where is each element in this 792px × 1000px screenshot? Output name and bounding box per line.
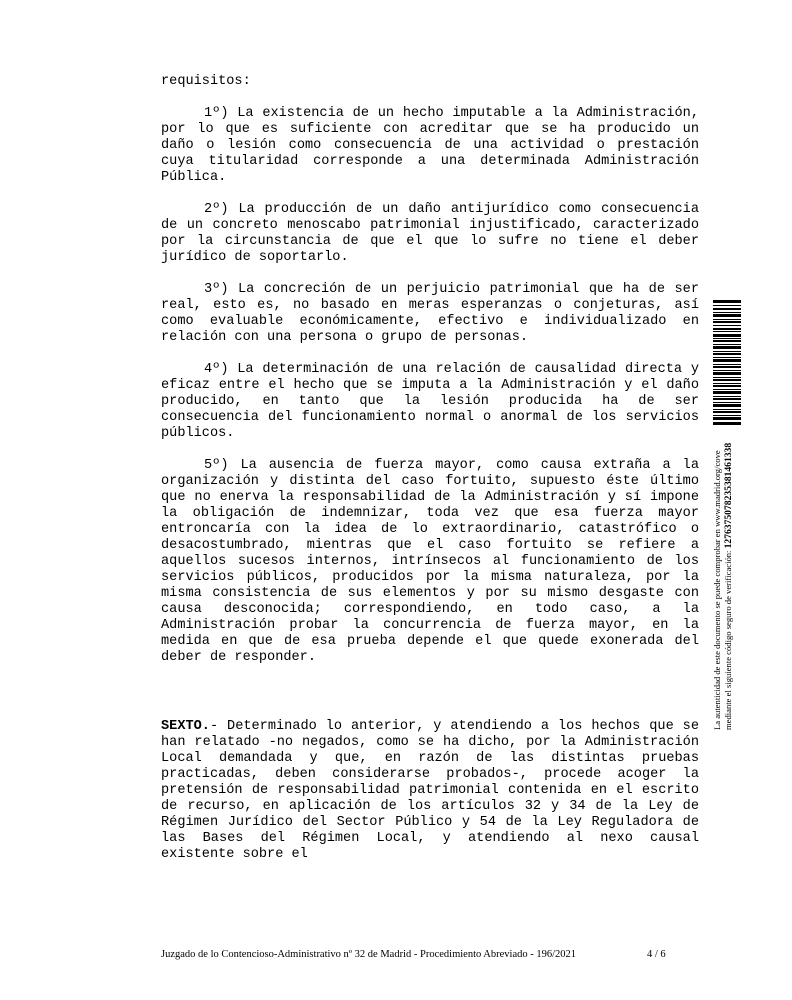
verification-text bbox=[712, 443, 734, 730]
requirement-1: 1º) La existencia de un hecho imputable a la Administración, por lo que es suficiente con acreditar que se ha producido un daño o lesión como consecuencia de una actividad o prestación cuya titularidad corresponde a una determinada Administración Pública. bbox=[161, 106, 699, 185]
verification-line-2 bbox=[723, 443, 734, 730]
page-number: 4 / 6 bbox=[647, 949, 666, 960]
requirement-3: 3º) La concreción de un perjuicio patrimonial que ha de ser real, esto es, no basado en meras esperanzas o conjeturas, así como evaluable económicamente, efectivo e individualizado en relación con una persona o grupo de personas. bbox=[161, 282, 699, 345]
sexto-paragraph bbox=[161, 719, 699, 863]
intro-line: requisitos: bbox=[161, 74, 251, 89]
footer-court: Juzgado de lo Contencioso-Administrativo nº 32 de Madrid - Procedimiento Abreviado - 196/2021 bbox=[161, 949, 577, 960]
sexto-text: - Determinado lo anterior, y atendiendo a los hechos que se han relatado -no negados, como se ha dicho, por la Administración Local demandada y que, en razón de las distintas pruebas practicadas, deben considerarse probados-, procede acoger la pretensión de responsabilidad patrimonial contenida en el escrito de recurso, en aplicación de los artículos 32 y 34 de la Ley de Régimen Jurídico del Sector Público y 54 de la Ley Reguladora de las Bases del Régimen Local, y atendiendo al nexo causal existente sobre el bbox=[161, 719, 699, 862]
barcode-icon bbox=[713, 300, 741, 425]
verification-prefix: mediante el siguiente código seguro de verificación: bbox=[723, 548, 733, 730]
document-body bbox=[161, 74, 699, 682]
verification-code: 1276375078235381461338 bbox=[723, 442, 734, 549]
requirement-2: 2º) La producción de un daño antijurídico como consecuencia de un concreto menoscabo patrimonial injustificado, caracterizado por la circunstancia de que el que lo sufre no tiene el deber jurídico de soportarlo. bbox=[161, 202, 699, 265]
requirement-5: 5º) La ausencia de fuerza mayor, como causa extraña a la organización y distinta del caso fortuito, supuesto éste último que no enerva la responsabilidad de la Administración y sí impone la obligación de indemnizar, toda vez que esa fuerza mayor entroncaría con la idea de lo extraordinario, catastrófico o desacostumbrado, mientras que el caso fortuito se refiere a aquellos sucesos internos, intrínsecos al funcionamiento de los servicios públicos, producidos por la misma naturaleza, por la misma consistencia de sus elementos y por su mismo desgaste con causa desconocida; correspondiendo, en todo caso, a la Administración probar la concurrencia de fuerza mayor, en la medida en que de esa prueba depende el que quede exonerada del deber de responder. bbox=[161, 458, 699, 665]
verification-line-1: La autenticidad de este documento se puede comprobar en www.madrid.org/cove bbox=[712, 450, 722, 730]
sexto-heading: SEXTO. bbox=[161, 719, 210, 734]
requirement-4: 4º) La determinación de una relación de causalidad directa y eficaz entre el hecho que se imputa a la Administración y el daño producido, en tanto que la lesión producida ha de ser consecuencia del funcionamiento normal o anormal de los servicios públicos. bbox=[161, 362, 699, 441]
verification-margin bbox=[700, 300, 760, 730]
